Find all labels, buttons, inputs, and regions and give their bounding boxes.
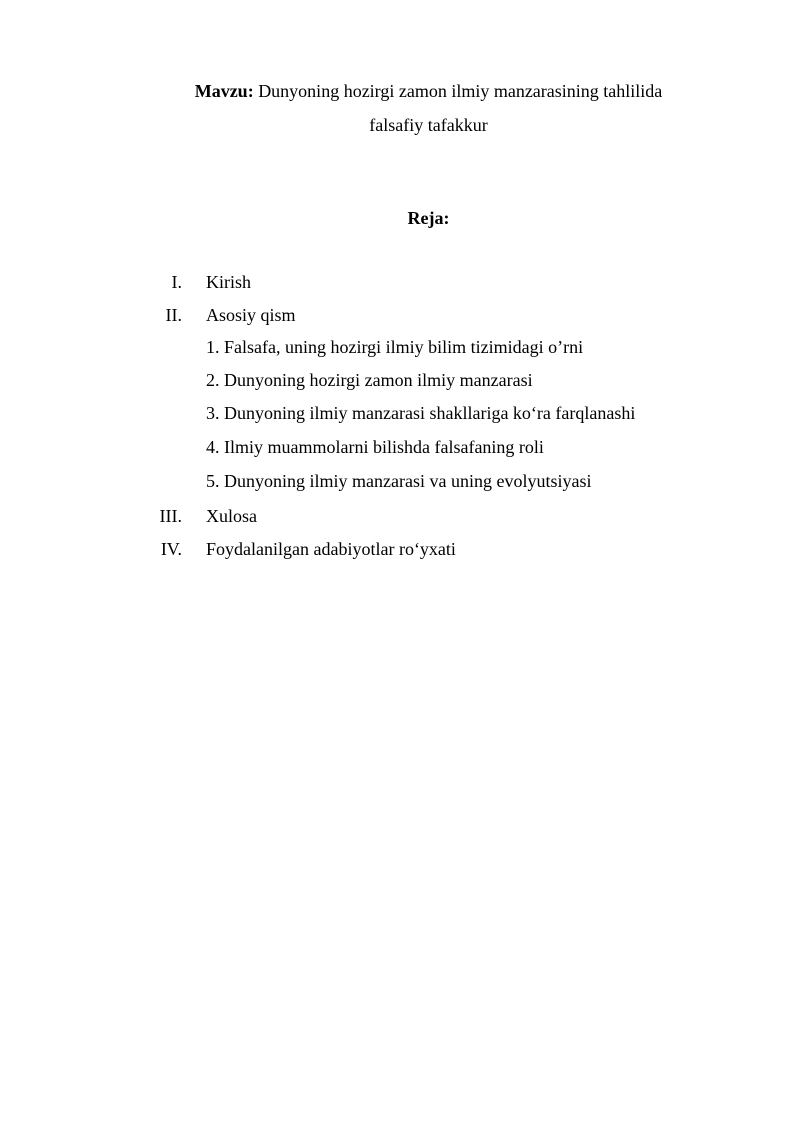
plan-item (0, 301, 800, 329)
plan-item-numeral: II. (165, 305, 182, 325)
plan-item-numeral: III. (159, 506, 182, 526)
plan-item-text: Foydalanilgan adabiyotlar ro‘yxati (206, 539, 456, 559)
topic-title-part-1: Dunyoning hozirgi zamon ilmiy manzarasining tahlilida (258, 81, 663, 101)
plan-subitem-text: 1. Falsafa, uning hozirgi ilmiy bilim tizimidagi o’rni (206, 337, 584, 357)
plan-subitem (0, 333, 800, 361)
plan-heading: Reja: (407, 208, 450, 228)
plan-subitem-text: 2. Dunyoning hozirgi zamon ilmiy manzarasi (206, 370, 533, 390)
plan-item-text: Kirish (206, 272, 251, 292)
plan-item (0, 502, 800, 530)
plan-subitem (0, 467, 800, 495)
plan-item-text: Asosiy qism (206, 305, 296, 325)
plan-item-numeral: I. (171, 272, 182, 292)
plan-subitem-text: 5. Dunyoning ilmiy manzarasi va uning evolyutsiyasi (206, 471, 592, 491)
topic-line-1 (0, 74, 800, 108)
plan-subitem (0, 433, 800, 461)
topic-block (0, 74, 800, 142)
plan-item (0, 535, 800, 563)
plan-subitem (0, 399, 800, 427)
plan-subitem-text: 4. Ilmiy muammolarni bilishda falsafaning roli (206, 437, 544, 457)
topic-title-part-2: falsafiy tafakkur (369, 115, 488, 135)
topic-label: Mavzu: (194, 81, 254, 101)
plan-subitem-text: 3. Dunyoning ilmiy manzarasi shakllariga ko‘ra farqlanashi (206, 403, 636, 423)
plan-item-numeral: IV. (160, 539, 182, 559)
plan-item (0, 268, 800, 296)
plan-subitem (0, 366, 800, 394)
plan-item-text: Xulosa (206, 506, 257, 526)
